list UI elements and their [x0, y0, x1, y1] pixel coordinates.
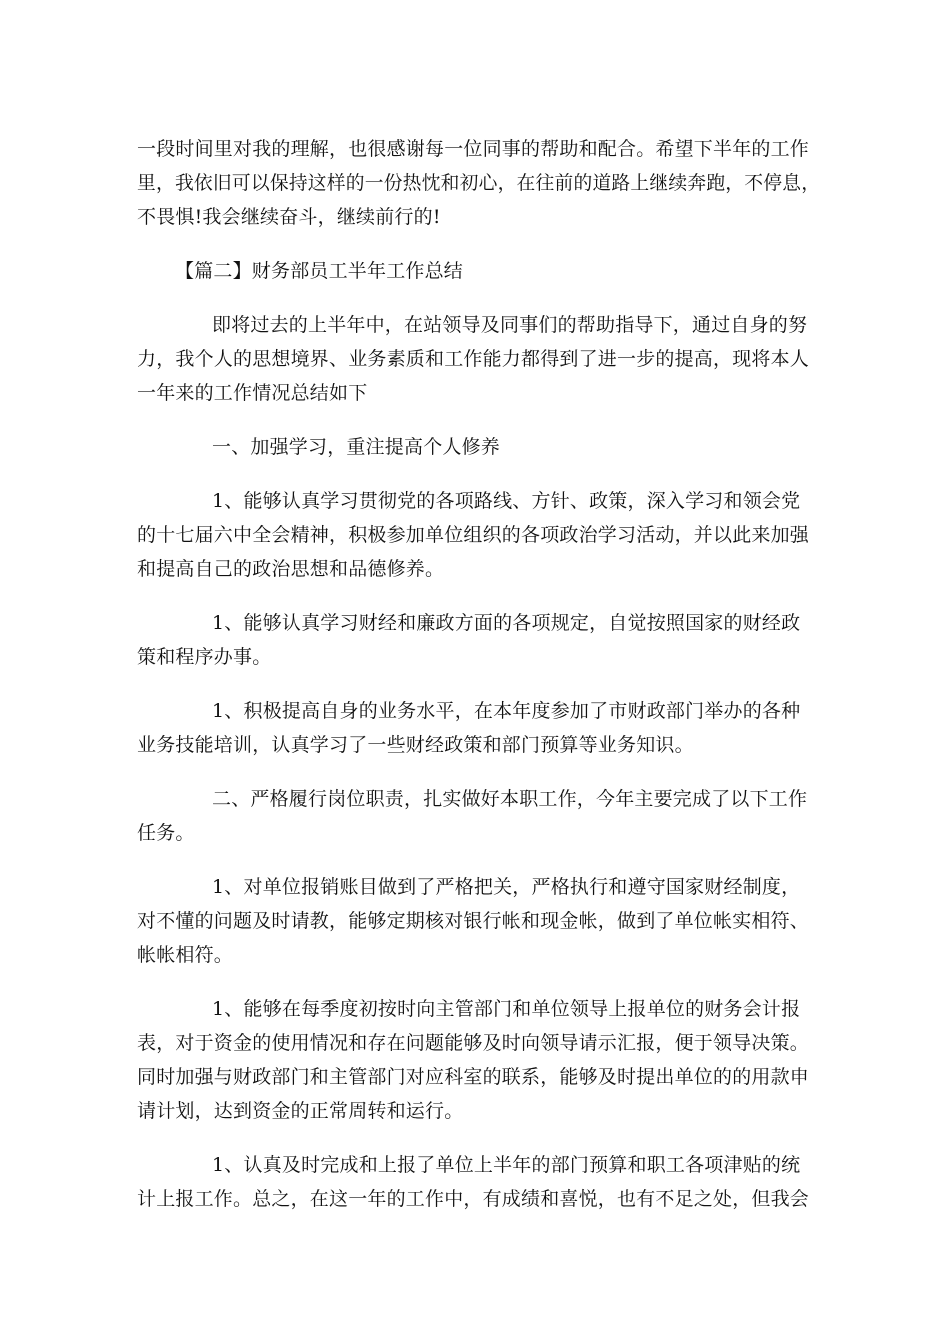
text-line: 里，我依旧可以保持这样的一份热忱和初心，在往前的道路上继续奔跑，不停息， — [137, 172, 821, 194]
subsection-heading: 任务。 — [137, 822, 195, 844]
text-line: 1、认真及时完成和上报了单位上半年的部门预算和职工各项津贴的统 — [212, 1154, 801, 1176]
text-line: 和提高自己的政治思想和品德修养。 — [137, 558, 445, 580]
text-line: 1、对单位报销账目做到了严格把关，严格执行和遵守国家财经制度， — [212, 876, 801, 898]
text-line: 1、能够认真学习财经和廉政方面的各项规定，自觉按照国家的财经政 — [212, 612, 801, 634]
text-line: 1、积极提高自身的业务水平，在本年度参加了市财政部门举办的各种 — [212, 700, 801, 722]
text-line: 请计划，达到资金的正常周转和运行。 — [137, 1100, 464, 1122]
text-line: 力，我个人的思想境界、业务素质和工作能力都得到了进一步的提高，现将本人 — [137, 348, 810, 370]
text-line: 一段时间里对我的理解，也很感谢每一位同事的帮助和配合。希望下半年的工作 — [137, 138, 810, 160]
text-line: 不畏惧!我会继续奋斗，继续前行的! — [137, 206, 441, 228]
subsection-heading: 二、严格履行岗位职责，扎实做好本职工作，今年主要完成了以下工作 — [212, 788, 808, 810]
section-heading: 【篇二】财务部员工半年工作总结 — [175, 260, 464, 282]
text-line: 计上报工作。总之，在这一年的工作中，有成绩和喜悦，也有不足之处，但我会 — [137, 1188, 810, 1210]
subsection-heading: 一、加强学习，重注提高个人修养 — [212, 436, 501, 458]
text-line: 同时加强与财政部门和主管部门对应科室的联系，能够及时提出单位的的用款申 — [137, 1066, 810, 1088]
text-line: 1、能够认真学习贯彻党的各项路线、方针、政策，深入学习和领会党 — [212, 490, 801, 512]
text-line: 业务技能培训，认真学习了一些财经政策和部门预算等业务知识。 — [137, 734, 694, 756]
text-line: 一年来的工作情况总结如下 — [137, 382, 368, 404]
text-line: 表，对于资金的使用情况和存在问题能够及时向领导请示汇报，便于领导决策。 — [137, 1032, 810, 1054]
text-line: 1、能够在每季度初按时向主管部门和单位领导上报单位的财务会计报 — [212, 998, 801, 1020]
text-line: 的十七届六中全会精神，积极参加单位组织的各项政治学习活动，并以此来加强 — [137, 524, 810, 546]
text-line: 即将过去的上半年中，在站领导及同事们的帮助指导下，通过自身的努 — [212, 314, 808, 336]
text-line: 对不懂的问题及时请教，能够定期核对银行帐和现金帐，做到了单位帐实相符、 — [137, 910, 810, 932]
text-line: 策和程序办事。 — [137, 646, 272, 668]
text-line: 帐帐相符。 — [137, 944, 234, 966]
